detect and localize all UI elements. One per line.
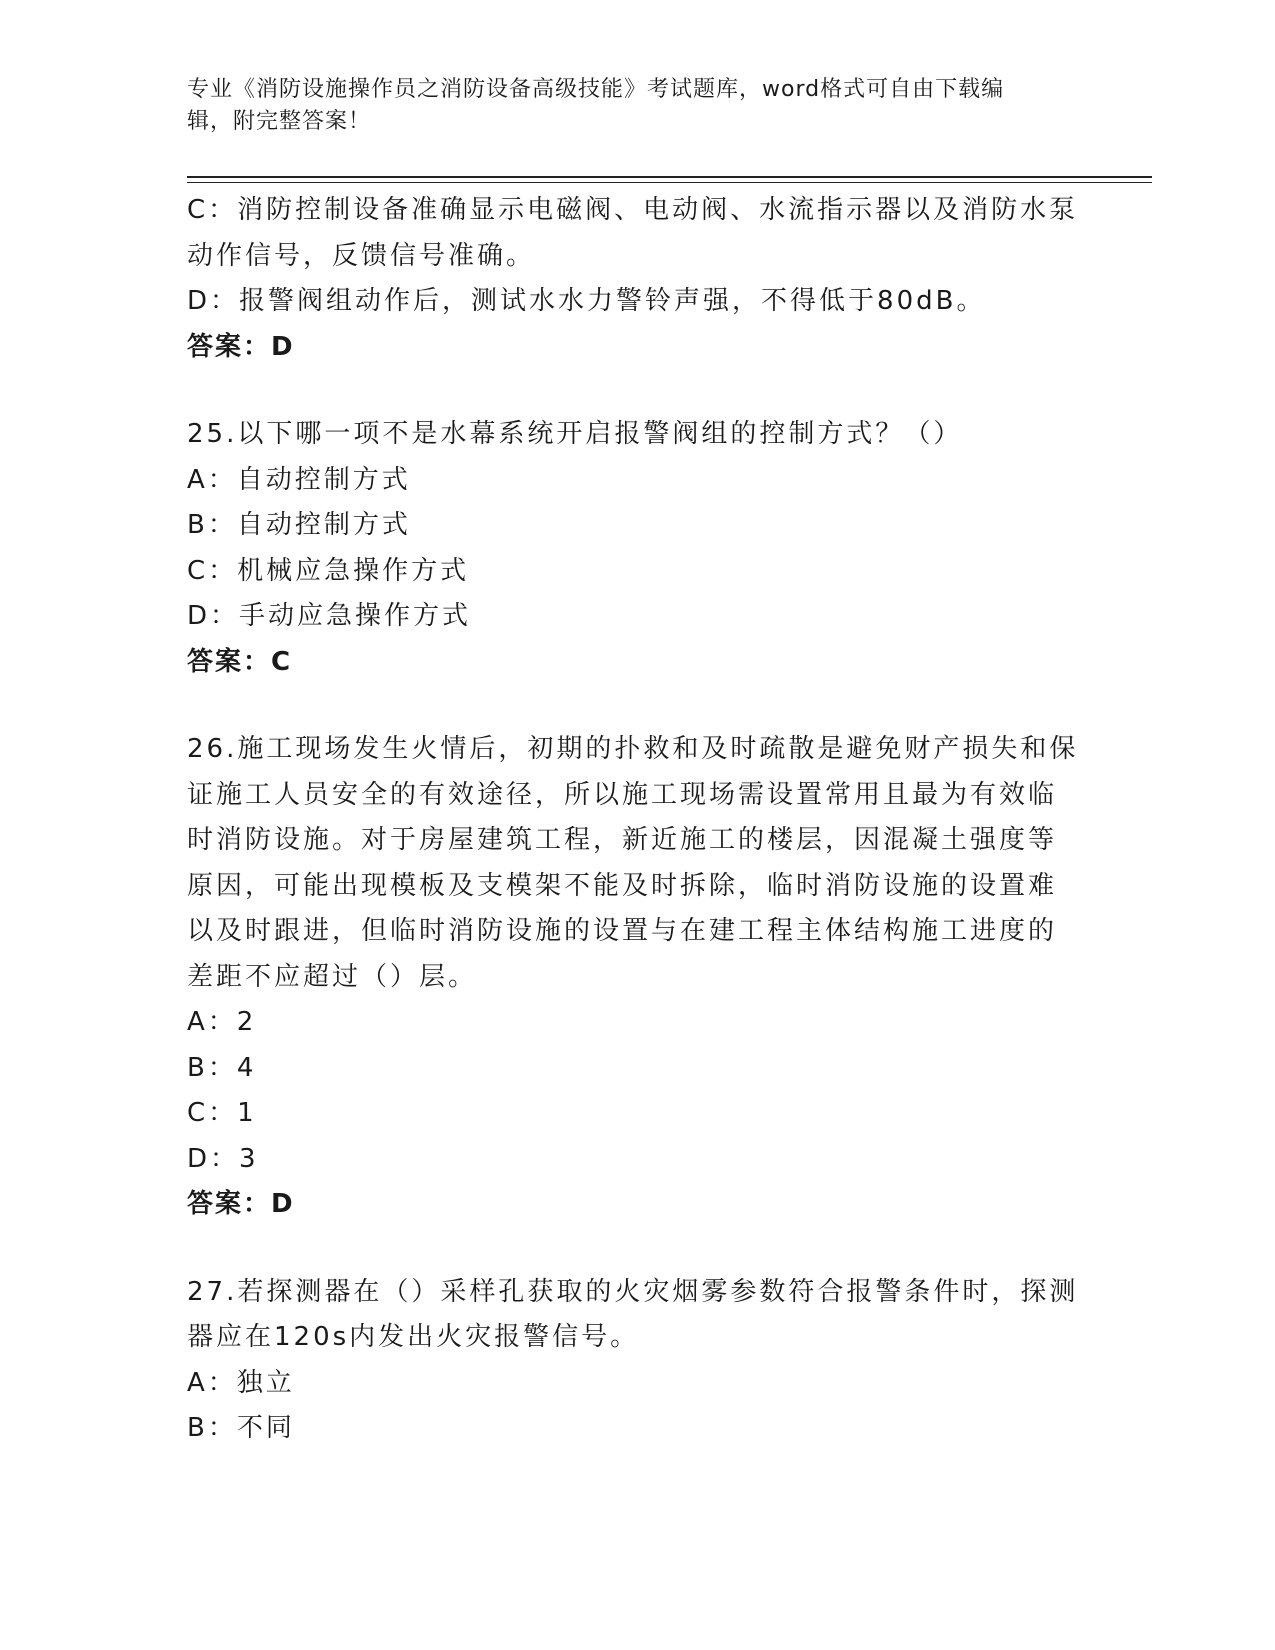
option-b: B：自动控制方式 [187, 510, 411, 540]
spacer [187, 370, 1087, 412]
option-c-line-1: C：消防控制设备准确显示电磁阀、电动阀、水流指示器以及消防水泵 [187, 195, 1079, 225]
option-a: A：自动控制方式 [187, 464, 411, 495]
header-divider-thick [187, 176, 1152, 178]
option-c: C：1 [187, 1098, 257, 1128]
question-25 [187, 412, 1087, 685]
option-c-line-2: 动作信号，反馈信号准确。 [187, 240, 536, 271]
document-body [187, 188, 1087, 1452]
spacer [187, 1228, 1087, 1270]
option-a: A：2 [187, 1007, 257, 1037]
question-24-tail [187, 188, 1087, 370]
question-text-line-2: 器应在120s内发出火灾报警信号。 [187, 1322, 640, 1352]
question-text-line-4: 原因，可能出现模板及支模架不能及时拆除，临时消防设施的设置难 [187, 870, 1058, 901]
answer: 答案：D [187, 331, 295, 362]
spacer [187, 685, 1087, 727]
header-divider-thin [187, 182, 1152, 183]
option-a: A：独立 [187, 1367, 295, 1398]
question-text-line-1: 26.施工现场发生火情后，初期的扑救和及时疏散是避免财产损失和保 [187, 734, 1079, 764]
question-text-line-6: 差距不应超过（）层。 [187, 961, 478, 992]
option-d: D：报警阀组动作后，测试水水力警铃声强，不得低于80dB。 [187, 286, 986, 316]
question-text-line-5: 以及时跟进，但临时消防设施的设置与在建工程主体结构施工进度的 [187, 916, 1058, 946]
option-d: D：3 [187, 1143, 259, 1174]
header-line-1: 专业《消防设施操作员之消防设备高级技能》考试题库，word格式可自由下载编 [187, 77, 1005, 102]
question-text-line-2: 证施工人员安全的有效途径，所以施工现场需设置常用且最为有效临 [187, 779, 1058, 810]
answer: 答案：D [187, 1189, 295, 1219]
option-b: B：不同 [187, 1413, 295, 1443]
question-27 [187, 1270, 1087, 1452]
answer: 答案：C [187, 646, 293, 677]
question-text: 25.以下哪一项不是水幕系统开启报警阀组的控制方式？（） [187, 419, 963, 449]
question-text-line-3: 时消防设施。对于房屋建筑工程，新近施工的楼层，因混凝土强度等 [187, 825, 1058, 855]
option-d: D：手动应急操作方式 [187, 601, 472, 631]
option-c: C：机械应急操作方式 [187, 555, 470, 586]
header-line-2: 辑，附完整答案！ [187, 109, 372, 134]
document-header [187, 74, 1067, 138]
question-26 [187, 727, 1087, 1228]
option-b: B：4 [187, 1052, 257, 1083]
question-text-line-1: 27.若探测器在（）采样孔获取的火灾烟雾参数符合报警条件时，探测 [187, 1276, 1079, 1307]
